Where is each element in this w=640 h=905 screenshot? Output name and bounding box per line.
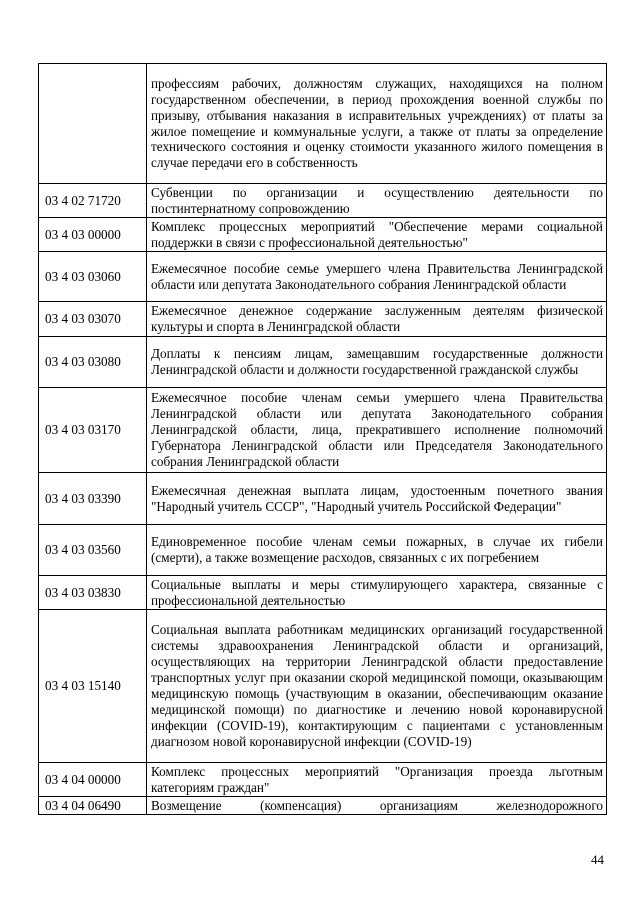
table-row — [39, 576, 607, 610]
row-code: 03 4 03 15140 — [39, 610, 147, 763]
row-description: Доплаты к пенсиям лицам, замещавшим государственные должности Ленинградской области и должности государственной гражданской службы — [147, 337, 607, 388]
row-code: 03 4 03 00000 — [39, 218, 147, 252]
row-description: Социальная выплата работникам медицинских организаций государственной системы здравоохранения Ленинградской области и организаций, осуществляющих на территории Ленинградской области предоставление транспортных услуг при оказании скорой медицинской помощи, оказывающим медицинскую помощь (участвующим в оказании, обеспечивающим оказание медицинской помощи) по диагностике и лечению новой коронавирусной инфекции (COVID-19), контактирующим с пациентами с установленным диагнозом новой коронавирусной инфекции (COVID-19) — [147, 610, 607, 763]
row-description: профессиям рабочих, должностям служащих, находящихся на полном государственном обеспечении, в период прохождения военной службы по призыву, отбывания наказания в исправительных учреждениях) от платы за жилое помещение и коммунальные услуги, а также от платы за определение технического состояния и оценку стоимости указанного жилого помещения в случае передачи его в собственность — [147, 64, 607, 184]
table-row — [39, 184, 607, 218]
row-description: Ежемесячное пособие семье умершего члена Правительства Ленинградской области или депутата Законодательного собрания Ленинградской области — [147, 252, 607, 302]
budget-codes-table — [38, 63, 607, 815]
page-number: 44 — [591, 852, 604, 867]
row-code: 03 4 03 03070 — [39, 302, 147, 337]
row-description: Социальные выплаты и меры стимулирующего характера, связанные с профессиональной деятельностью — [147, 576, 607, 610]
row-description: Ежемесячное пособие членам семьи умершего члена Правительства Ленинградской области или депутата Законодательного собрания Ленинградской области, лица, прекратившего исполнение полномочий Губернатора Ленинградской области или Председателя Законодательного собрания Ленинградской области — [147, 388, 607, 473]
row-code: 03 4 03 03390 — [39, 473, 147, 525]
row-code — [39, 64, 147, 184]
table-row — [39, 797, 607, 815]
row-description: Единовременное пособие членам семьи пожарных, в случае их гибели (смерти), а также возмещение расходов, связанных с их погребением — [147, 525, 607, 576]
table-row — [39, 473, 607, 525]
row-code: 03 4 04 00000 — [39, 763, 147, 797]
row-code: 03 4 03 03080 — [39, 337, 147, 388]
row-code: 03 4 04 06490 — [39, 797, 147, 815]
table-row — [39, 302, 607, 337]
table-row — [39, 252, 607, 302]
row-description: Возмещение (компенсация) организациям железнодорожного — [147, 797, 607, 815]
table-row — [39, 218, 607, 252]
row-code: 03 4 03 03830 — [39, 576, 147, 610]
row-code: 03 4 03 03060 — [39, 252, 147, 302]
table-row — [39, 64, 607, 184]
row-description: Комплекс процессных мероприятий "Обеспечение мерами социальной поддержки в связи с профессиональной деятельностью" — [147, 218, 607, 252]
table-row — [39, 525, 607, 576]
table-row — [39, 388, 607, 473]
row-description: Ежемесячная денежная выплата лицам, удостоенным почетного звания "Народный учитель СССР", "Народный учитель Российской Федерации" — [147, 473, 607, 525]
table-row — [39, 610, 607, 763]
row-code: 03 4 03 03170 — [39, 388, 147, 473]
row-description: Ежемесячное денежное содержание заслуженным деятелям физической культуры и спорта в Ленинградской области — [147, 302, 607, 337]
table-row — [39, 337, 607, 388]
row-description: Субвенции по организации и осуществлению деятельности по постинтернатному сопровождению — [147, 184, 607, 218]
row-code: 03 4 02 71720 — [39, 184, 147, 218]
table-row — [39, 763, 607, 797]
row-description: Комплекс процессных мероприятий "Организация проезда льготным категориям граждан" — [147, 763, 607, 797]
row-code: 03 4 03 03560 — [39, 525, 147, 576]
